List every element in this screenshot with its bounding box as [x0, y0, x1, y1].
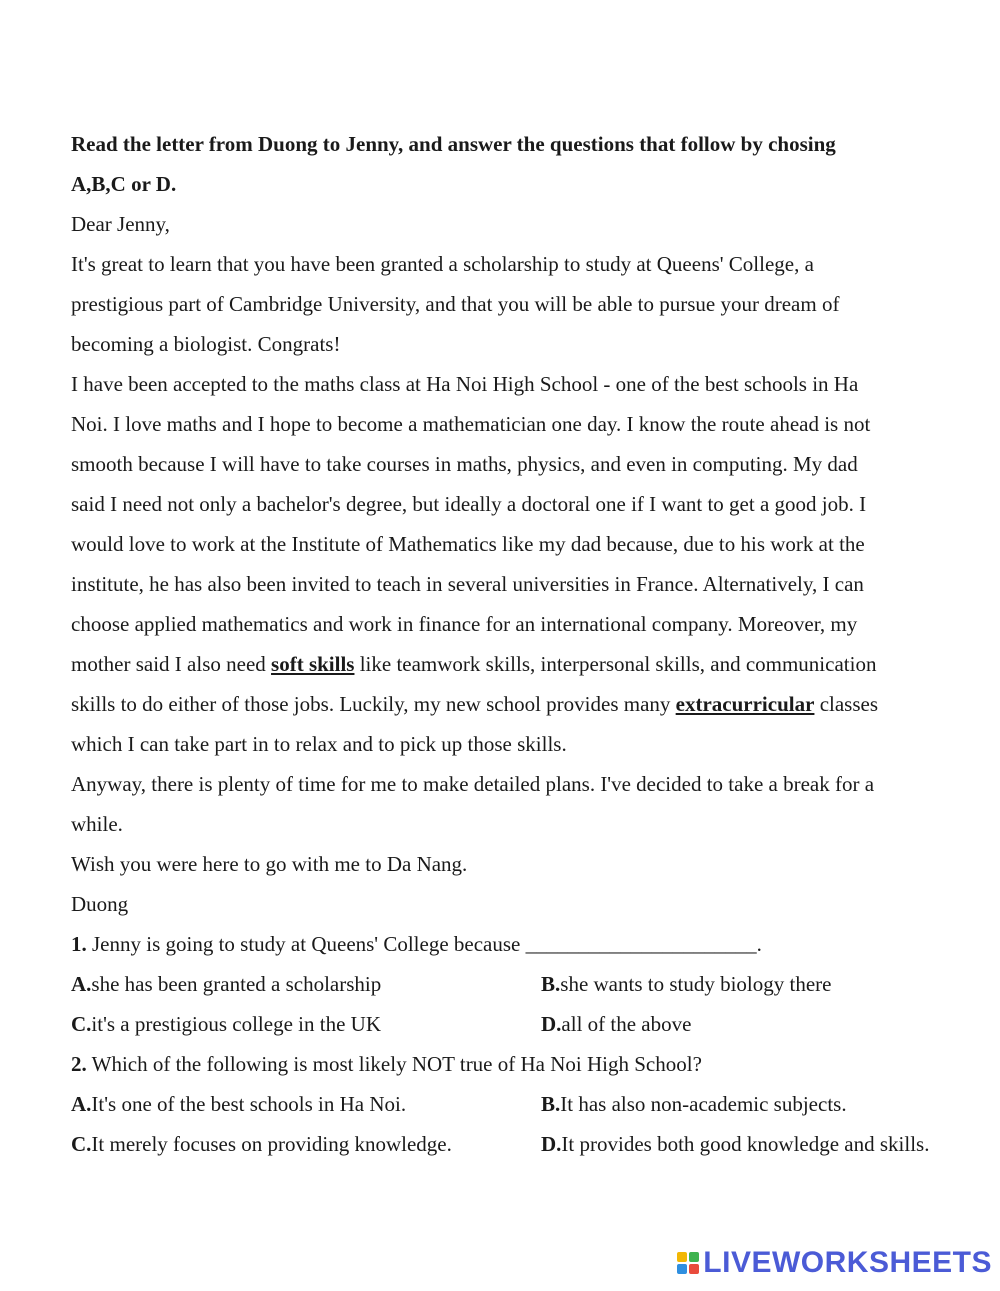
option-1a[interactable]: [71, 964, 381, 1004]
instruction-line-2: A,B,C or D.: [71, 172, 177, 196]
letter-p2-line: choose applied mathematics and work in finance for an international company. Moreover, my: [71, 612, 858, 636]
letter-p2-line-soft-skills: [71, 644, 971, 684]
logo-block: [677, 1252, 687, 1262]
letter-salutation: Dear Jenny,: [71, 212, 170, 236]
logo-blocks-icon: [677, 1252, 699, 1274]
letter-p2-line: said I need not only a bachelor's degree, but ideally a doctoral one if I want to get a good job. I: [71, 492, 867, 516]
letter-p2-line: I have been accepted to the maths class at Ha Noi High School - one of the best schools in Ha: [71, 372, 859, 396]
option-text: It merely focuses on providing knowledge.: [91, 1132, 452, 1156]
letter-p1-line: It's great to learn that you have been granted a scholarship to study at Queens' College, a: [71, 252, 814, 276]
letter-p1-line: becoming a biologist. Congrats!: [71, 332, 341, 356]
letter-p2-line: institute, he has also been invited to teach in several universities in France. Alternatively, I can: [71, 572, 864, 596]
instruction-line-1: Read the letter from Duong to Jenny, and answer the questions that follow by chosing: [71, 132, 836, 156]
letter-p2-line-extracurricular: [71, 684, 971, 724]
option-2b[interactable]: [541, 1084, 847, 1124]
letter-p2-line: Noi. I love maths and I hope to become a mathematician one day. I know the route ahead is not: [71, 412, 871, 436]
option-text: It provides both good knowledge and skills.: [561, 1132, 930, 1156]
option-text: she wants to study biology there: [560, 972, 832, 996]
option-row: [71, 1084, 971, 1124]
letter-p3-line: Anyway, there is plenty of time for me to make detailed plans. I've decided to take a break for a: [71, 772, 875, 796]
option-1c[interactable]: [71, 1004, 381, 1044]
text-fragment: skills to do either of those jobs. Luckily, my new school provides many: [71, 692, 676, 716]
option-text: It's one of the best schools in Ha Noi.: [91, 1092, 407, 1116]
logo-block: [689, 1252, 699, 1262]
option-text: all of the above: [561, 1012, 692, 1036]
option-1b[interactable]: [541, 964, 831, 1004]
option-letter: C.: [71, 1012, 92, 1036]
highlight-soft-skills: soft skills: [271, 652, 355, 676]
text-fragment: mother said I also need: [71, 652, 272, 676]
letter-p3-line: while.: [71, 812, 123, 836]
option-2c[interactable]: [71, 1124, 452, 1164]
letter-signature: Duong: [71, 892, 129, 916]
option-row: [71, 1004, 971, 1044]
option-text: she has been granted a scholarship: [91, 972, 382, 996]
logo-block: [689, 1264, 699, 1274]
letter-p2-line: smooth because I will have to take courses in maths, physics, and even in computing. My dad: [71, 452, 858, 476]
option-letter: A.: [71, 972, 92, 996]
option-text: it's a prestigious college in the UK: [91, 1012, 381, 1036]
question-2: [71, 1044, 971, 1084]
logo-block: [677, 1264, 687, 1274]
option-letter: C.: [71, 1132, 92, 1156]
text-fragment: like teamwork skills, interpersonal skills, and communication: [354, 652, 877, 676]
letter-closing: Wish you were here to go with me to Da Nang.: [71, 852, 468, 876]
option-text: It has also non-academic subjects.: [560, 1092, 847, 1116]
option-row: [71, 1124, 971, 1164]
logo-text: LIVEWORKSHEETS: [703, 1246, 992, 1279]
option-letter: B.: [541, 972, 561, 996]
liveworksheets-logo: [677, 1243, 992, 1283]
option-1d[interactable]: [541, 1004, 691, 1044]
option-letter: D.: [541, 1012, 562, 1036]
letter-p2-line: which I can take part in to relax and to pick up those skills.: [71, 732, 567, 756]
question-number: 1.: [71, 932, 87, 956]
question-number: 2.: [71, 1052, 87, 1076]
highlight-extracurricular: extracurricular: [675, 692, 815, 716]
option-letter: D.: [541, 1132, 562, 1156]
question-text: Jenny is going to study at Queens' College because ______________________.: [86, 932, 762, 956]
worksheet-page: [71, 124, 971, 1164]
option-2d[interactable]: [541, 1124, 929, 1164]
option-letter: B.: [541, 1092, 561, 1116]
option-row: [71, 964, 971, 1004]
question-1: [71, 924, 971, 964]
question-text: Which of the following is most likely NOT true of Ha Noi High School?: [86, 1052, 702, 1076]
option-letter: A.: [71, 1092, 92, 1116]
text-fragment: classes: [814, 692, 879, 716]
letter-p1-line: prestigious part of Cambridge University, and that you will be able to pursue your dream of: [71, 292, 840, 316]
letter-p2-line: would love to work at the Institute of Mathematics like my dad because, due to his work at the: [71, 532, 865, 556]
option-2a[interactable]: [71, 1084, 406, 1124]
